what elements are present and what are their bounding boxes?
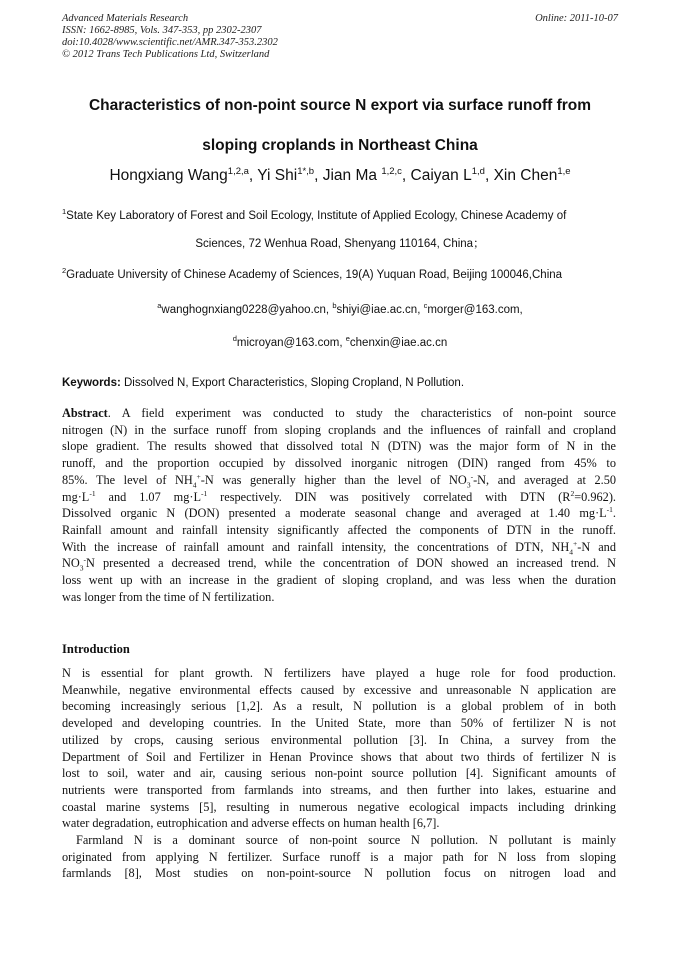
abstract-paragraph	[62, 405, 616, 605]
abstract-text: . A field experiment was conducted to study the characteristics of non-point source	[107, 406, 616, 420]
subscript: 4	[192, 480, 197, 490]
abstract-text: -N, and averaged at 2.50	[473, 472, 616, 487]
intro-line: Farmland N is a dominant source of non-point source N pollution. N pollutant is mainly	[76, 833, 616, 847]
email-mark: e	[345, 334, 350, 343]
affiliation-text: Graduate University of Chinese Academy of Sciences, 19(A) Yuquan Road, Beijing 100046,China	[66, 268, 563, 281]
intro-line: water degradation, eutrophication and adverse effects on human health [6,7].	[62, 816, 440, 831]
abstract-text: NO	[62, 556, 80, 571]
journal-issn: ISSN: 1662-8985, Vols. 347-353, pp 2302-2307	[62, 25, 262, 36]
author-affil-mark: 1,d	[471, 166, 485, 177]
email-address: wanghognxiang0228@yahoo.cn,	[161, 303, 333, 316]
abstract-line	[62, 555, 616, 572]
title-line-2: sloping croplands in Northeast China	[202, 137, 478, 154]
superscript: +	[573, 538, 578, 548]
abstract-text: Dissolved organic N (DON) presented a moderate seasonal change and averaged at 1.40 mg·L	[62, 506, 607, 521]
intro-line: utilized by crops, causing serious environmental pollution [3]. In China, a survey from the	[62, 732, 616, 747]
introduction-paragraph-1	[62, 665, 616, 832]
email-address: chenxin@iae.ac.cn	[349, 336, 448, 349]
subscript: 3	[466, 480, 471, 490]
title-line-1: Characteristics of non-point source N export via surface runoff from	[88, 97, 592, 114]
affiliation-number: 2	[62, 266, 67, 275]
email-address: morger@163.com,	[427, 303, 523, 316]
abstract-line: Rainfall amount and rainfall intensity significantly affected the components of DTN in the runoff.	[62, 522, 616, 537]
abstract-line: nitrogen (N) in the surface runoff from sloping croplands and the influences of rainfall and cropland	[62, 422, 616, 437]
intro-line: farmlands [8], Most studies on non-point-source N pollution focus on nitrogen load and	[62, 866, 616, 881]
abstract-line: loss went up with an increase in the gradient of sloping cropland, and was less when the duration	[62, 573, 616, 588]
superscript: +	[196, 471, 201, 481]
author-affil-mark: 1,e	[557, 166, 571, 177]
intro-line: nutrients were transported from farmlands into streams, and then further into lakes, estuarine and	[62, 782, 616, 797]
superscript: -1	[89, 488, 96, 498]
intro-line: lost to soil, water and air, causing serious non-point source pollution [4]. Significant amounts of	[62, 766, 616, 781]
author-name: Jian Ma	[322, 167, 377, 185]
superscript: -1	[606, 505, 613, 515]
subscript: 4	[569, 547, 573, 557]
subscript: 3	[79, 563, 84, 573]
email-address: microyan@163.com,	[236, 336, 346, 349]
email-address: shiyi@iae.ac.cn,	[336, 303, 424, 316]
keywords	[62, 377, 618, 389]
email-mark: c	[423, 301, 428, 310]
journal-copyright: © 2012 Trans Tech Publications Ltd, Switzerland	[62, 49, 270, 60]
abstract-text: respectively. DIN was positively correlated with DTN (R	[207, 489, 571, 504]
superscript: 2	[570, 488, 575, 498]
author-affil-mark: 1,2,c	[381, 166, 402, 177]
abstract-line	[62, 539, 616, 556]
abstract-text: .	[612, 506, 616, 521]
email-line-2	[62, 334, 618, 349]
affiliation-1-line-1	[62, 207, 618, 222]
affiliation-text: State Key Laboratory of Forest and Soil Ecology, Institute of Applied Ecology, Chinese Academy of	[66, 209, 567, 222]
author-name: Caiyan L	[410, 167, 472, 185]
email-mark: b	[332, 301, 337, 310]
superscript: -	[470, 471, 474, 481]
email-mark: a	[157, 301, 162, 310]
intro-line: Meanwhile, negative environmental effects caused by excessive and unreasonable N application are	[62, 682, 616, 697]
author-name: Hongxiang Wang	[109, 167, 228, 185]
abstract-line	[62, 405, 616, 422]
abstract-line	[62, 505, 616, 522]
introduction-paragraph-2	[62, 832, 616, 882]
intro-line: N is essential for plant growth. N fertilizers have played a huge role for food production.	[62, 666, 616, 680]
author-name: Xin Chen	[493, 167, 558, 185]
author-name: Yi Shi	[257, 167, 298, 185]
email-line-1	[62, 301, 618, 316]
journal-doi: doi:10.4028/www.scientific.net/AMR.347-353.2302	[62, 37, 278, 48]
online-date: Online: 2011-10-07	[535, 13, 618, 24]
intro-line: coastal marine systems [5], resulting in numerous negative ecological impacts including drinking	[62, 799, 616, 814]
email-mark: d	[232, 334, 237, 343]
abstract-text: and 1.07 mg·L	[95, 489, 201, 504]
author-affil-mark: 1,2,a	[227, 166, 249, 177]
abstract-label: Abstract	[62, 406, 108, 420]
paper-title	[62, 86, 618, 166]
intro-line: developed and developing countries. In the United State, more than 50% of fertilizer N is not	[62, 716, 616, 731]
abstract-text: -N was generally higher than the level of NO	[200, 472, 467, 487]
abstract-text: -N and	[577, 539, 616, 554]
section-heading-introduction: Introduction	[62, 642, 130, 656]
abstract-line: runoff, and the proportion occupied by dissolved inorganic nitrogen (DIN) ranged from 45% to	[62, 456, 616, 471]
abstract-text: N presented a decreased trend, while the concentration of DON showed an increased trend. N	[86, 556, 616, 571]
journal-header	[62, 13, 618, 61]
abstract-text: With the increase of rainfall amount and rainfall intensity, the concentrations of DTN, NH	[62, 539, 570, 554]
abstract-text: mg·L	[62, 489, 90, 504]
abstract-text: 85%. The level of NH	[62, 472, 193, 487]
author-affil-mark: 1*,b	[297, 166, 315, 177]
superscript: -	[83, 555, 87, 565]
abstract-line	[62, 472, 616, 489]
intro-line: originated from applying N fertilizer. Surface runoff is a major path for N loss from sloping	[62, 849, 616, 864]
affiliation-1-line-2: Sciences, 72 Wenhua Road, Shenyang 110164, China；	[195, 238, 485, 250]
abstract-line: was longer from the time of N fertilization.	[62, 589, 275, 604]
journal-name: Advanced Materials Research	[62, 13, 189, 24]
keywords-label: Keywords:	[62, 377, 121, 389]
superscript: -1	[200, 488, 208, 498]
affiliation-number: 1	[62, 207, 67, 216]
intro-line: becoming increasingly serious [1,2]. As a result, N pollution is a global problem of in both	[62, 699, 616, 714]
keywords-text: Dissolved N, Export Characteristics, Sloping Cropland, N Pollution.	[120, 377, 465, 389]
abstract-line: slope gradient. The results showed that dissolved total N (DTN) was the major form of N in the	[62, 439, 616, 454]
affiliation-2	[62, 266, 618, 281]
abstract-line	[62, 489, 616, 506]
intro-line: Department of Soil and Fertilizer in Henan Province shows that about two thirds of fertilizer N is	[62, 749, 616, 764]
abstract-text: =0.962).	[574, 489, 616, 504]
author-list: Hongxiang Wang$^{1,2,a}$, Yi Shi$^{1*,b}$, Jian Ma $^{1,2,c}$, Caiyan L$^{1,d}$, Xin Chen$^{1,e}$	[109, 166, 571, 185]
